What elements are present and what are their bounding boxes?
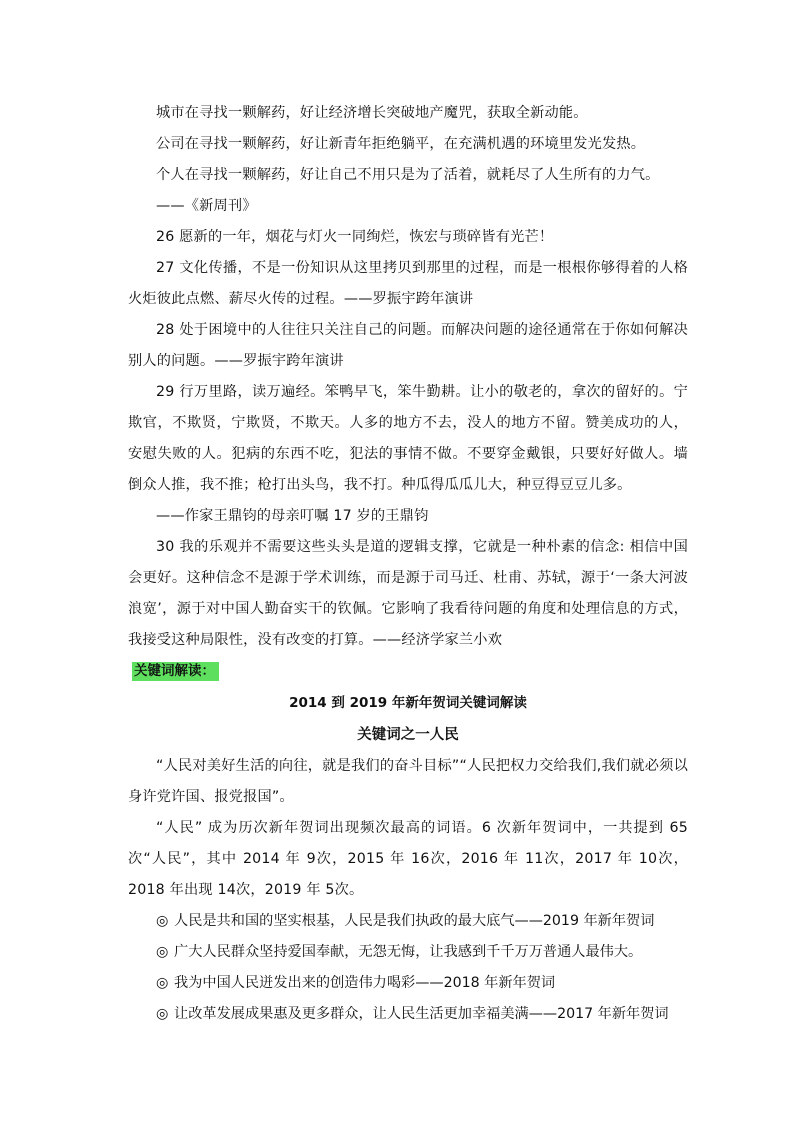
paragraph-people-frequency: “人民” 成为历次新年贺词出现频次最高的词语。6 次新年贺词中，一共提到 65 次“人民”，其中 2014 年 9次，2015 年 16次，2016 年 11次，2017 年 10次，2018 年出现 14次，2019 年 5次。 (128, 820, 688, 898)
bullet-mark: ◎ (156, 944, 169, 960)
quote-28: 28 处于困境中的人往往只关注自己的问题。而解决问题的途径通常在于你如何解决别人的问题。——罗振宇跨年演讲 (128, 322, 688, 369)
keyword-tag-line (128, 656, 688, 687)
section-subheading: 关键词之一人民 (357, 727, 459, 743)
bullet-text: 广大人民群众坚持爱国奉献，无怨无悔，让我感到千千万万普通人最伟大。 (174, 944, 643, 960)
section-heading: 2014 到 2019 年新年贺词关键词解读 (289, 695, 527, 711)
bullet-text: 让改革发展成果惠及更多群众，让人民生活更加幸福美满——2017 年新年贺词 (174, 1006, 669, 1022)
bullet-text: 人民是共和国的坚实根基，人民是我们执政的最大底气——2019 年新年贺词 (174, 913, 655, 929)
bullet-mark: ◎ (156, 975, 169, 991)
quote-29: 29 行万里路，读万遍经。笨鸭早飞，笨牛勤耕。让小的敬老的，拿次的留好的。宁欺官，不欺贤，宁欺贤，不欺天。人多的地方不去，没人的地方不留。赞美成功的人，安慰失败的人。犯病的东西不吃，犯法的事情不做。不要穿金戴银，只要好好做人。墙倒众人推，我不推；枪打出头鸟，我不打。种瓜得瓜瓜儿大，种豆得豆豆儿多。 (128, 384, 688, 493)
bullet-item (128, 906, 688, 937)
source-xinzhoukan: ——《新周刊》 (156, 198, 257, 214)
quote-26: 26 愿新的一年，烟花与灯火一同绚烂，恢宏与琐碎皆有光芒！ (156, 229, 554, 245)
bullet-item (128, 999, 688, 1030)
bullet-mark: ◎ (156, 913, 169, 929)
bullet-item (128, 937, 688, 968)
quote-27: 27 文化传播，不是一份知识从这里拷贝到那里的过程，而是一根根你够得着的人格火炬彼此点燃、薪尽火传的过程。——罗振宇跨年演讲 (128, 260, 688, 307)
paragraph-company: 公司在寻找一颗解药，好让新青年拒绝躺平，在充满机遇的环境里发光发热。 (156, 136, 646, 152)
paragraph-city: 城市在寻找一颗解药，好让经济增长突破地产魔咒，获取全新动能。 (156, 105, 588, 121)
bullet-text: 我为中国人民迸发出来的创造伟力喝彩——2018 年新年贺词 (174, 975, 556, 991)
paragraph-people-quote: “人民对美好生活的向往，就是我们的奋斗目标”“人民把权力交给我们,我们就必须以身许党许国、报党报国”。 (128, 758, 688, 805)
source-wangdingjun: ——作家王鼎钧的母亲叮嘱 17 岁的王鼎钧 (156, 508, 429, 524)
bullet-item (128, 968, 688, 999)
keyword-tag: 关键词解读： (132, 662, 219, 681)
paragraph-individual: 个人在寻找一颗解药，好让自己不用只是为了活着，就耗尽了人生所有的力气。 (156, 167, 660, 183)
document-body (128, 98, 688, 1030)
bullet-mark: ◎ (156, 1006, 169, 1022)
quote-30: 30 我的乐观并不需要这些头头是道的逻辑支撑，它就是一种朴素的信念: 相信中国会更好。这种信念不是源于学术训练，而是源于司马迁、杜甫、苏轼，源于‘一条大河波浪宽’，源于对中国人勤奋实干的钦佩。它影响了我看待问题的角度和处理信息的方式，我接受这种局限性，没有改变的打算。——经济学家兰小欢 (128, 539, 688, 648)
